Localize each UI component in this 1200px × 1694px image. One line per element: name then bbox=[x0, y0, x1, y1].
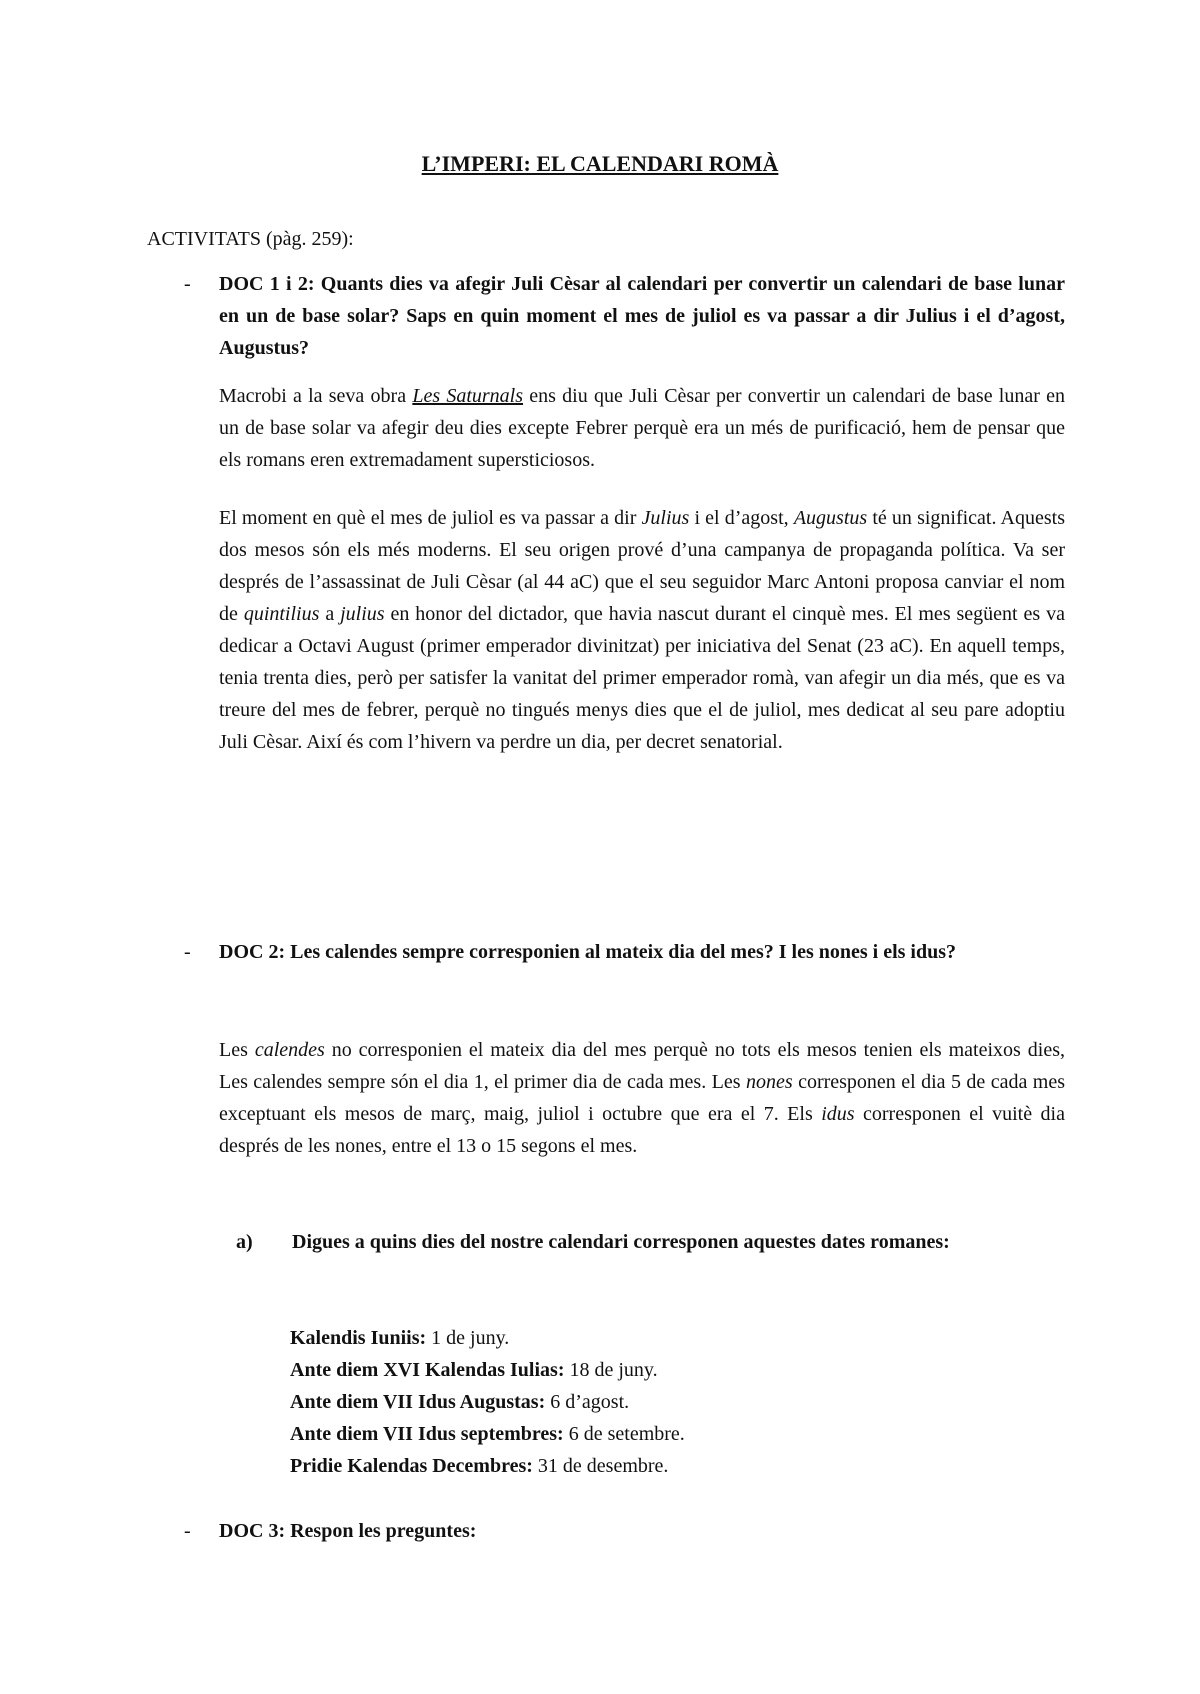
date-row bbox=[290, 1418, 685, 1450]
list-dash: - bbox=[184, 273, 191, 295]
answer-text: i el d’agost, bbox=[689, 507, 794, 529]
answer-paragraph-2 bbox=[219, 502, 1065, 758]
roman-date: Kalendis Iuniis: bbox=[290, 1327, 427, 1349]
answer-text: té un significat. Aquests dos mesos són els més moderns. El seu origen prové d’una campanya de propaganda política. Va ser després de l’assassinat de Juli Cèsar (al 44 aC) que el seu seguidor Marc Antoni proposa canviar el nom de bbox=[219, 507, 1065, 625]
answer-text: El moment en què el mes de juliol es va passar a dir bbox=[219, 507, 642, 529]
roman-date: Ante diem XVI Kalendas Iulias: bbox=[290, 1359, 565, 1381]
question-doc-3: DOC 3: Respon les preguntes: bbox=[219, 1520, 477, 1542]
modern-date: 6 d’agost. bbox=[545, 1391, 630, 1413]
question-doc-2: DOC 2: Les calendes sempre corresponien al mateix dia del mes? I les nones i els idus? bbox=[219, 941, 957, 963]
modern-date: 1 de juny. bbox=[426, 1327, 510, 1349]
answer-text: ens diu que Juli Cèsar per convertir un calendari de base lunar en un de base solar va afegir deu dies excepte Febrer perquè era un més de purificació, hem de pensar que els romans eren extremadament supersticiosos. bbox=[219, 385, 1066, 471]
modern-date: 18 de juny. bbox=[564, 1359, 658, 1381]
page-title: L’IMPERI: EL CALENDARI ROMÀ bbox=[421, 151, 779, 176]
italic-term: calendes bbox=[254, 1039, 325, 1061]
answer-text: a bbox=[319, 603, 341, 625]
italic-term: Augustus bbox=[793, 507, 868, 529]
modern-date: 31 de desembre. bbox=[532, 1455, 669, 1477]
answer-text: en honor del dictador, que havia nascut durant el cinquè mes. El mes següent es va dedicar a Octavi August (primer emperador divinitzat) per iniciativa del Senat (23 aC). En aquell temps, tenia trenta dies, però per satisfer la vanitat del primer emperador romà, van afegir un dia més, que es va treure del mes de febrer, perquè no tingués menys dies que el de juliol, mes dedicat al seu pare adoptiu Juli Cèsar. Així és com l’hivern va perdre un dia, per decret senatorial. bbox=[219, 603, 1065, 753]
book-title: Les Saturnals bbox=[412, 385, 524, 407]
italic-term: Julius bbox=[641, 507, 690, 529]
dates-list bbox=[290, 1322, 685, 1482]
italic-term: quintilius bbox=[243, 603, 320, 625]
date-row bbox=[290, 1450, 685, 1482]
answer-text: Les bbox=[219, 1039, 255, 1061]
answer-text: Macrobi a la seva obra bbox=[219, 385, 413, 407]
answer-text: no corresponien el mateix dia del mes perquè no tots els mesos tenien els mateixos dies, Les calendes sempre són el dia 1, el primer dia de cada mes. Les bbox=[219, 1039, 1065, 1093]
date-row bbox=[290, 1322, 685, 1354]
answer-paragraph-1 bbox=[219, 380, 1065, 476]
answer-text: corresponen el vuitè dia després de les nones, entre el 13 o 15 segons el mes. bbox=[219, 1103, 1065, 1157]
list-dash: - bbox=[184, 941, 191, 963]
list-dash: - bbox=[184, 1520, 191, 1542]
question-doc-1-2: DOC 1 i 2: Quants dies va afegir Juli Cèsar al calendari per convertir un calendari de base lunar en un de base solar? Saps en quin moment el mes de juliol es va passar a dir Julius i el d’agost, Augustus? bbox=[219, 273, 1065, 359]
modern-date: 6 de setembre. bbox=[563, 1423, 685, 1445]
roman-date: Ante diem VII Idus septembres: bbox=[290, 1423, 564, 1445]
activities-heading: ACTIVITATS (pàg. 259): bbox=[147, 228, 354, 250]
italic-term: nones bbox=[745, 1071, 793, 1093]
roman-date: Pridie Kalendas Decembres: bbox=[290, 1455, 533, 1477]
answer-text: corresponen el dia 5 de cada mes exceptuant els mesos de març, maig, juliol i octubre que era el 7. Els bbox=[219, 1071, 1065, 1125]
italic-term: julius bbox=[340, 603, 385, 625]
sub-question-label: a) bbox=[236, 1231, 253, 1253]
sub-question-text: Digues a quins dies del nostre calendari corresponen aquestes dates romanes: bbox=[292, 1231, 950, 1253]
answer-paragraph-3 bbox=[219, 1034, 1065, 1162]
italic-term: idus bbox=[821, 1103, 855, 1125]
date-row bbox=[290, 1386, 685, 1418]
date-row bbox=[290, 1354, 685, 1386]
roman-date: Ante diem VII Idus Augustas: bbox=[290, 1391, 546, 1413]
